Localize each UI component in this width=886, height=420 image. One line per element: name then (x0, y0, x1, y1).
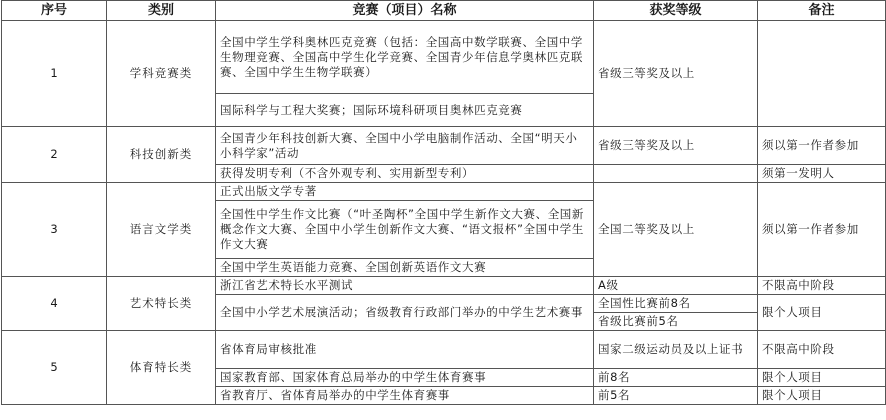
note-cell (758, 21, 886, 127)
header-note: 备注 (758, 1, 886, 21)
competition-cell: 国际科学与工程大奖赛；国际环境科研项目奥林匹克竞赛 (216, 94, 594, 127)
award-cell: 国家二级运动员及以上证书 (594, 331, 758, 369)
competition-cell: 全国性中学生作文比赛（“叶圣陶杯”全国中学生新作文大赛、全国新概念作文大赛、全国中小学生创新作文大赛、“语文报杯”全国中学生作文大赛 (216, 201, 594, 259)
award-cell: 前8名 (594, 369, 758, 387)
competition-cell: 国家教育部、国家体育总局举办的中学生体育赛事 (216, 369, 594, 387)
header-award: 获奖等级 (594, 1, 758, 21)
table-row (2, 127, 886, 165)
category-cell: 语言文学类 (107, 183, 216, 277)
award-criteria-table (1, 0, 886, 405)
table-row (2, 277, 886, 295)
competition-cell: 全国青少年科技创新大赛、全国中小学电脑制作活动、全国“明天小小科学家”活动 (216, 127, 594, 165)
competition-cell: 浙江省艺术特长水平测试 (216, 277, 594, 295)
header-row (2, 1, 886, 21)
award-cell: 全国二等奖及以上 (594, 183, 758, 277)
award-cell: 全国性比赛前8名 (594, 295, 758, 313)
row-number: 5 (2, 331, 107, 405)
row-number: 4 (2, 277, 107, 331)
award-cell: A级 (594, 277, 758, 295)
row-number: 1 (2, 21, 107, 127)
table-row (2, 331, 886, 369)
note-cell: 须第一发明人 (758, 165, 886, 183)
award-cell (594, 165, 758, 183)
row-number: 3 (2, 183, 107, 277)
competition-cell: 省教育厅、省体育局举办的中学生体育赛事 (216, 387, 594, 405)
competition-cell: 获得发明专利（不含外观专利、实用新型专利） (216, 165, 594, 183)
header-no: 序号 (2, 1, 107, 21)
note-cell: 不限高中阶段 (758, 331, 886, 369)
header-competition: 竞赛（项目）名称 (216, 1, 594, 21)
note-cell: 限个人项目 (758, 369, 886, 387)
competition-cell: 全国中小学艺术展演活动；省级教育行政部门举办的中学生艺术赛事 (216, 295, 594, 331)
category-cell: 体育特长类 (107, 331, 216, 405)
competition-cell: 省体育局审核批准 (216, 331, 594, 369)
competition-cell: 正式出版文学专著 (216, 183, 594, 201)
category-cell: 科技创新类 (107, 127, 216, 183)
competition-cell: 全国中学生学科奥林匹克竞赛（包括：全国高中数学联赛、全国中学生物理竞赛、全国高中学生化学竞赛、全国青少年信息学奥林匹克联赛、全国中学生生物学联赛） (216, 21, 594, 94)
award-cell: 省级三等奖及以上 (594, 127, 758, 165)
note-cell: 限个人项目 (758, 387, 886, 405)
competition-cell: 全国中学生英语能力竞赛、全国创新英语作文大赛 (216, 259, 594, 277)
category-cell: 艺术特长类 (107, 277, 216, 331)
table-row (2, 21, 886, 94)
note-cell: 须以第一作者参加 (758, 183, 886, 277)
award-cell: 前5名 (594, 387, 758, 405)
note-cell: 不限高中阶段 (758, 277, 886, 295)
header-category: 类别 (107, 1, 216, 21)
table-row (2, 183, 886, 201)
row-number: 2 (2, 127, 107, 183)
award-cell: 省级比赛前5名 (594, 313, 758, 331)
award-cell: 省级三等奖及以上 (594, 21, 758, 127)
category-cell: 学科竞赛类 (107, 21, 216, 127)
note-cell: 限个人项目 (758, 295, 886, 331)
note-cell: 须以第一作者参加 (758, 127, 886, 165)
